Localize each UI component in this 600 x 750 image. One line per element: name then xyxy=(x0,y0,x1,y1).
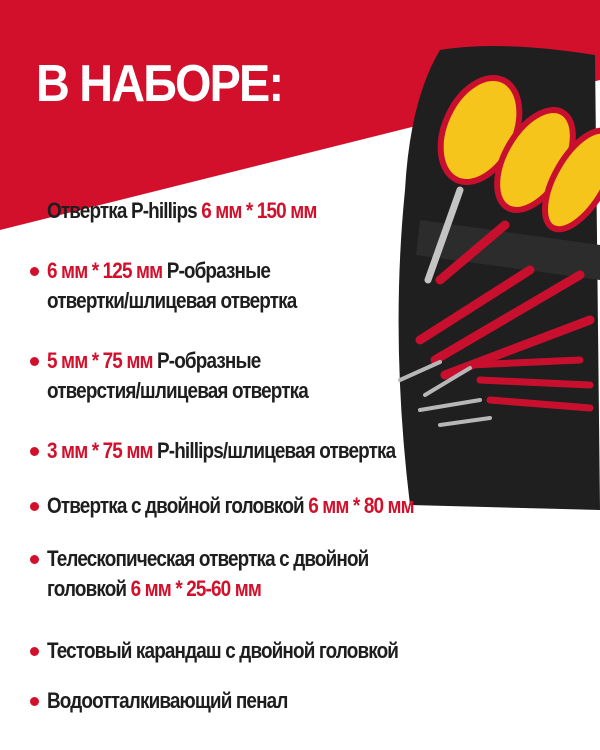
list-item xyxy=(30,346,547,406)
bullet-icon xyxy=(30,267,39,276)
bullet-icon xyxy=(30,697,39,706)
list-item xyxy=(30,544,547,604)
list-item-text: 3 мм * 75 мм P-hillips/шлицевая отвертка xyxy=(47,438,396,463)
bullet-icon xyxy=(30,447,39,456)
bullet-icon xyxy=(30,502,39,511)
bullet-icon xyxy=(30,207,39,216)
list-item-text: 5 мм * 75 мм P-образные отверстия/шлицевая отвертка xyxy=(47,348,308,403)
list-item-text: 6 мм * 125 мм P-образные отвертки/шлицевая отвертка xyxy=(47,258,297,313)
list-item-text: Тестовый карандаш с двойной головкой xyxy=(47,638,399,663)
list-item xyxy=(30,196,547,226)
list-item-text: Водоотталкивающий пенал xyxy=(47,688,288,713)
list-item xyxy=(30,686,547,716)
list-item xyxy=(30,256,547,316)
list-item-text: Телескопическая отвертка с двойной головкой 6 мм * 25-60 мм xyxy=(47,546,369,601)
list-item-text: Отвертка с двойной головкой 6 мм * 80 мм xyxy=(47,493,414,518)
list-item xyxy=(30,636,547,666)
bullet-icon xyxy=(30,357,39,366)
bullet-icon xyxy=(30,647,39,656)
page-title: В НАБОРЕ: xyxy=(36,55,283,113)
list-item xyxy=(30,491,547,521)
list-item xyxy=(30,436,547,466)
list-item-text: Отвертка P-hillips 6 мм * 150 мм xyxy=(47,198,317,223)
bullet-icon xyxy=(30,555,39,564)
